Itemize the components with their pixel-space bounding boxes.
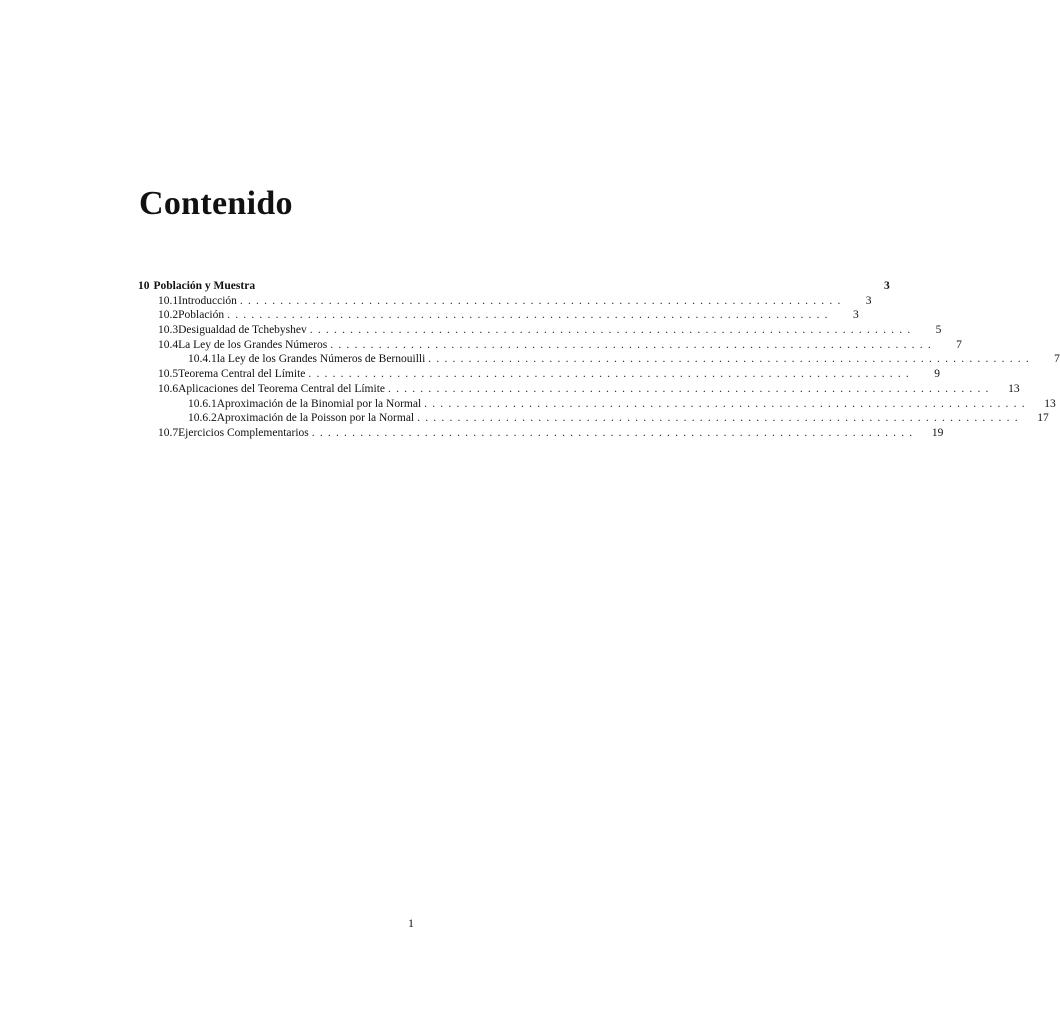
toc-dot-leader: ...........................................................................: [417, 412, 1023, 425]
toc-entry: [138, 294, 872, 309]
table-of-contents: [138, 279, 1060, 441]
toc-entry-number: 10.7: [158, 426, 179, 439]
toc-dot-leader: ...........................................................................: [227, 309, 833, 322]
toc-entry: [138, 323, 942, 338]
toc-entry-page: 19: [931, 426, 944, 439]
toc-entry-title: Ejercicios Complementarios: [178, 426, 309, 439]
toc-entry: [138, 338, 962, 353]
toc-dot-leader: ...........................................................................: [311, 426, 918, 439]
toc-entry: [138, 382, 1020, 397]
toc-entry-title: Población y Muestra: [153, 280, 256, 292]
toc-entry-page: 5: [935, 324, 942, 337]
toc-entry-page: 3: [853, 309, 859, 322]
toc-entry-number: 10.3: [158, 324, 179, 337]
toc-entry-title: Desigualdad de Tchebyshev: [178, 324, 307, 337]
toc-entry-page: 7: [956, 338, 962, 351]
toc-entry-title: Aplicaciones del Teorema Central del Límite: [178, 382, 385, 395]
toc-dot-leader: ...........................................................................: [309, 324, 916, 337]
toc-entry: [138, 308, 859, 323]
toc-entry-page: 13: [1008, 382, 1020, 395]
toc-entry-number: 10.6: [158, 382, 179, 395]
toc-entry-page: 3: [883, 280, 890, 292]
toc-entry-number: 10.6.1: [188, 397, 217, 410]
toc-entry-title: Población: [178, 309, 225, 322]
toc-entry-title: Teorema Central del Límite: [178, 368, 306, 381]
page-number: 1: [408, 916, 414, 930]
toc-entry-title: Aproximación de la Poisson por la Normal: [216, 412, 415, 425]
toc-dot-leader: ...........................................................................: [388, 382, 994, 395]
toc-entry-title: La Ley de los Grandes Números: [178, 338, 328, 351]
toc-entry: [138, 352, 1060, 367]
toc-entry: [138, 426, 944, 441]
toc-entry-number: 10: [138, 280, 150, 292]
toc-entry-page: 3: [865, 294, 872, 307]
toc-entry: [138, 367, 940, 382]
toc-dot-leader: ...........................................................................: [330, 338, 936, 351]
toc-entry-number: 10.6.2: [188, 412, 217, 425]
toc-entry-page: 9: [934, 368, 940, 381]
page-title: Contenido: [139, 185, 293, 222]
toc-entry: [138, 411, 1049, 426]
toc-entry-page: 13: [1044, 397, 1056, 410]
toc-entry-number: 10.2: [158, 309, 179, 322]
toc-entry-page: 17: [1037, 412, 1049, 425]
toc-entry-number: 10.4: [158, 338, 179, 351]
toc-dot-leader: ...........................................................................: [308, 368, 914, 381]
toc-entry-title: Introducción: [178, 294, 237, 307]
toc-entry: [138, 279, 890, 294]
toc-dot-leader: ...........................................................................: [428, 353, 1034, 366]
toc-entry-number: 10.5: [158, 368, 179, 381]
toc-entry-number: 10.4.1: [188, 353, 217, 366]
toc-dot-leader: ...........................................................................: [239, 294, 846, 307]
toc-entry: [138, 397, 1056, 412]
toc-entry-number: 10.1: [158, 294, 179, 307]
toc-entry-title: Aproximación de la Binomial por la Normal: [216, 397, 422, 410]
toc-dot-leader: ...........................................................................: [424, 397, 1030, 410]
toc-entry-title: la Ley de los Grandes Números de Bernouilli: [216, 353, 426, 366]
toc-entry-page: 7: [1054, 353, 1060, 366]
